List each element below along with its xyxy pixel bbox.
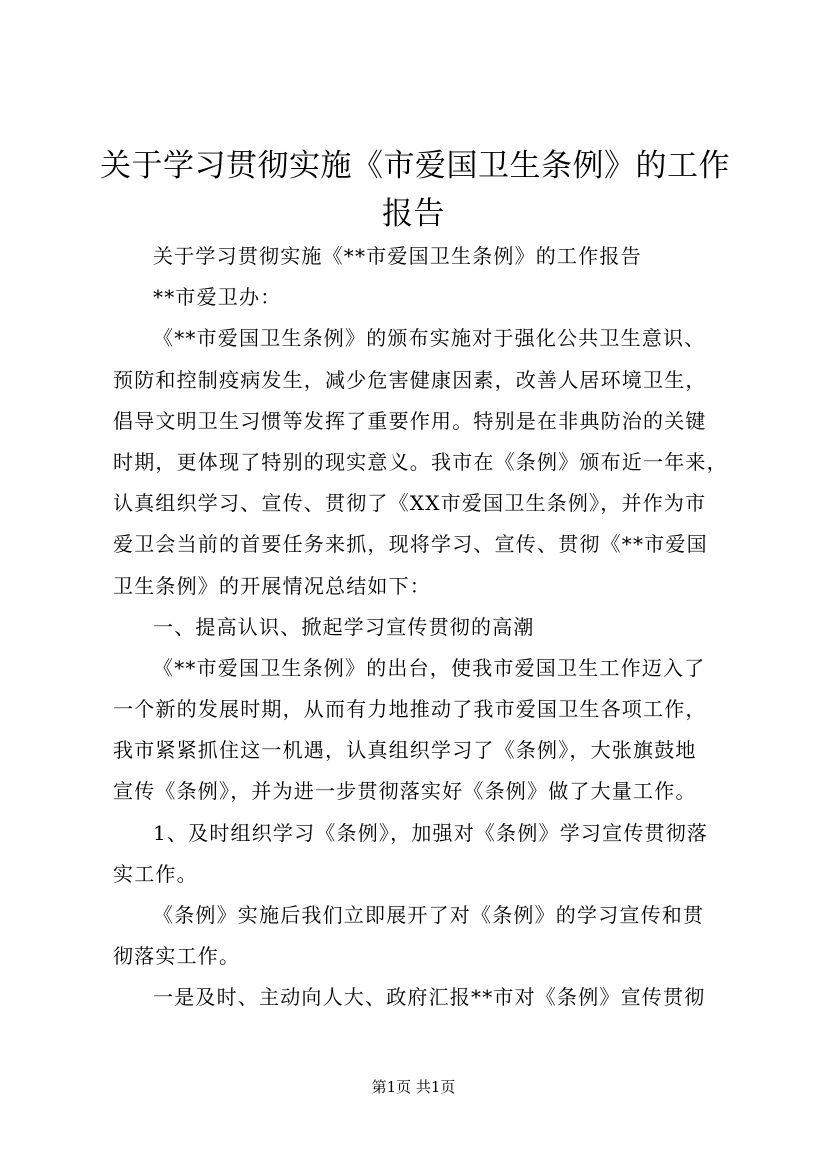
document-body <box>113 236 728 1019</box>
body-line: 卫生条例》的开展情况总结如下： <box>113 573 431 598</box>
body-line: 一、提高认识、掀起学习宣传贯彻的高潮 <box>153 614 535 639</box>
body-line: 彻落实工作。 <box>113 944 241 969</box>
body-line: 《**市爱国卫生条例》的颁布实施对于强化公共卫生意识、 <box>153 326 706 351</box>
body-line: 关于学习贯彻实施《**市爱国卫生条例》的工作报告 <box>153 244 642 268</box>
body-line: 认真组织学习、宣传、贯彻了《XX市爱国卫生条例》，并作为市 <box>113 491 707 516</box>
body-line: 倡导文明卫生习惯等发挥了重要作用。特别是在非典防治的关键 <box>113 408 707 433</box>
body-line: 《条例》实施后我们立即展开了对《条例》的学习宣传和贯 <box>153 903 705 927</box>
document-title <box>100 142 730 238</box>
body-line: 时期，更体现了特别的现实意义。我市在《条例》颁布近一年来， <box>113 449 728 474</box>
body-line: 爱卫会当前的首要任务来抓，现将学习、宣传、贯彻《**市爱国 <box>113 532 708 557</box>
title-line-2: 报告 <box>382 196 445 232</box>
body-line: 1、及时组织学习《条例》，加强对《条例》学习宣传贯彻落 <box>153 820 709 845</box>
body-line: 《**市爱国卫生条例》的出台，使我市爱国卫生工作迈入了 <box>153 655 706 680</box>
body-line: 一个新的发展时期，从而有力地推动了我市爱国卫生各项工作， <box>113 697 707 722</box>
body-line: 宣传《条例》，并为进一步贯彻落实好《条例》做了大量工作。 <box>113 779 697 804</box>
body-line: 一是及时、主动向人大、政府汇报**市对《条例》宣传贯彻 <box>153 985 706 1010</box>
body-line: 预防和控制疫病发生，减少危害健康因素，改善人居环境卫生， <box>113 367 707 392</box>
body-line: 实工作。 <box>113 861 198 886</box>
body-line: 我市紧紧抓住这一机遇，认真组织学习了《条例》，大张旗鼓地 <box>113 738 697 763</box>
body-line: **市爱卫办： <box>153 285 282 310</box>
title-line-1: 关于学习贯彻实施《市爱国卫生条例》的工作 <box>100 148 730 184</box>
page-footer: 第1页 共1页 <box>371 1078 456 1096</box>
